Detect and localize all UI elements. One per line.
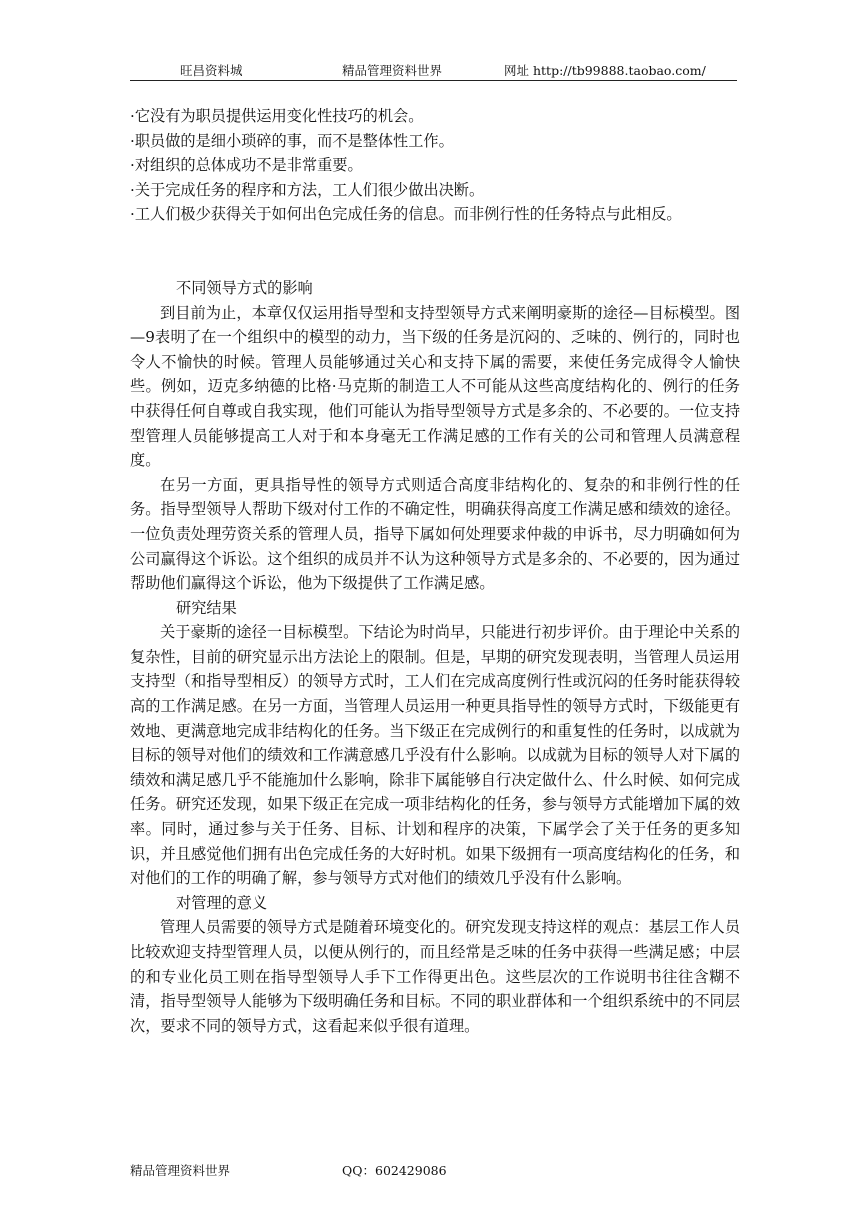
header-title: 精品管理资料世界	[342, 63, 443, 78]
paragraph: 到目前为止，本章仅仅运用指导型和支持型领导方式来阐明豪斯的途径—目标模型。图—9表明了在一个组织中的模型的动力，当下级的任务是沉闷的、乏味的、例行的，同时也令人不愉快的时候。管理人员能够通过关心和支持下属的需要，来使任务完成得令人愉快些。例如，迈克多纳德的比格·马克斯的制造工人不可能从这些高度结构化的、例行的任务中获得任何自尊或自我实现，他们可能认为指导型领导方式是多余的、不必要的。一位支持型管理人员能够提高工人对于和本身毫无工作满足感的工作有关的公司和管理人员满意程度。	[130, 303, 740, 470]
document-body	[130, 104, 740, 1038]
bullet-item: ·对组织的总体成功不是非常重要。	[130, 156, 363, 175]
header-site-name: 旺昌资料城	[180, 63, 243, 78]
section-heading: 研究结果	[176, 598, 237, 617]
bullet-item: ·它没有为职员提供运用变化性技巧的机会。	[130, 107, 424, 125]
paragraph: 管理人员需要的领导方式是随着环境变化的。研究发现支持这样的观点：基层工作人员比较欢迎支持型管理人员，以便从例行的，而且经常是乏味的任务中获得一些满足感；中层的和专业化员工则在指导型领导人手下工作得更出色。这些层次的工作说明书往往含糊不清，指导型领导人能够为下级明确任务和目标。不同的职业群体和一个组织系统中的不同层次，要求不同的领导方式，这看起来似乎很有道理。	[130, 918, 740, 1035]
page-header	[130, 62, 737, 81]
footer-site-name: 精品管理资料世界	[130, 1163, 231, 1178]
footer-qq: QQ：602429086	[342, 1163, 447, 1178]
bullet-item: ·工人们极少获得关于如何出色完成任务的信息。而非例行性的任务特点与此相反。	[130, 205, 682, 224]
paragraph: 在另一方面，更具指导性的领导方式则适合高度非结构化的、复杂的和非例行性的任务。指导型领导人帮助下级对付工作的不确定性，明确获得高度工作满足感和绩效的途径。一位负责处理劳资关系的管理人员，指导下属如何处理要求仲裁的申诉书，尽力明确如何为公司赢得这个诉讼。这个组织的成员并不认为这种领导方式是多余的、不必要的，因为通过帮助他们赢得这个诉讼，他为下级提供了工作满足感。	[130, 475, 740, 593]
bullet-item: ·关于完成任务的程序和方法，工人们很少做出决断。	[130, 180, 485, 199]
page-footer	[130, 1162, 730, 1180]
bullet-item: ·职员做的是细小琐碎的事，而不是整体性工作。	[130, 131, 454, 150]
section-heading: 不同领导方式的影响	[176, 278, 313, 297]
spacer	[130, 227, 740, 276]
section-heading: 对管理的意义	[176, 893, 268, 912]
header-url: 网址 http://tb99888.taobao.com/	[504, 63, 706, 78]
paragraph: 关于豪斯的途径一目标模型。下结论为时尚早，只能进行初步评价。由于理论中关系的复杂性，目前的研究显示出方法论上的限制。但是，早期的研究发现表明，当管理人员运用支持型（和指导型相反）的领导方式时，工人们在完成高度例行性或沉闷的任务时能获得较高的工作满足感。在另一方面，当管理人员运用一种更具指导性的领导方式时，下级能更有效地、更满意地完成非结构化的任务。当下级正在完成例行的和重复性的任务时，以成就为目标的领导对他们的绩效和工作满意感几乎没有什么影响。以成就为目标的领导人对下属的绩效和满足感几乎不能施加什么影响，除非下属能够自行决定做什么、什么时候、如何完成任务。研究还发现，如果下级正在完成一项非结构化的任务，参与领导方式能增加下属的效率。同时，通过参与关于任务、目标、计划和程序的决策，下属学会了关于任务的更多知识，并且感觉他们拥有出色完成任务的大好时机。如果下级拥有一项高度结构化的任务，和对他们的工作的明确了解，参与领导方式对他们的绩效几乎没有什么影响。	[130, 623, 740, 888]
